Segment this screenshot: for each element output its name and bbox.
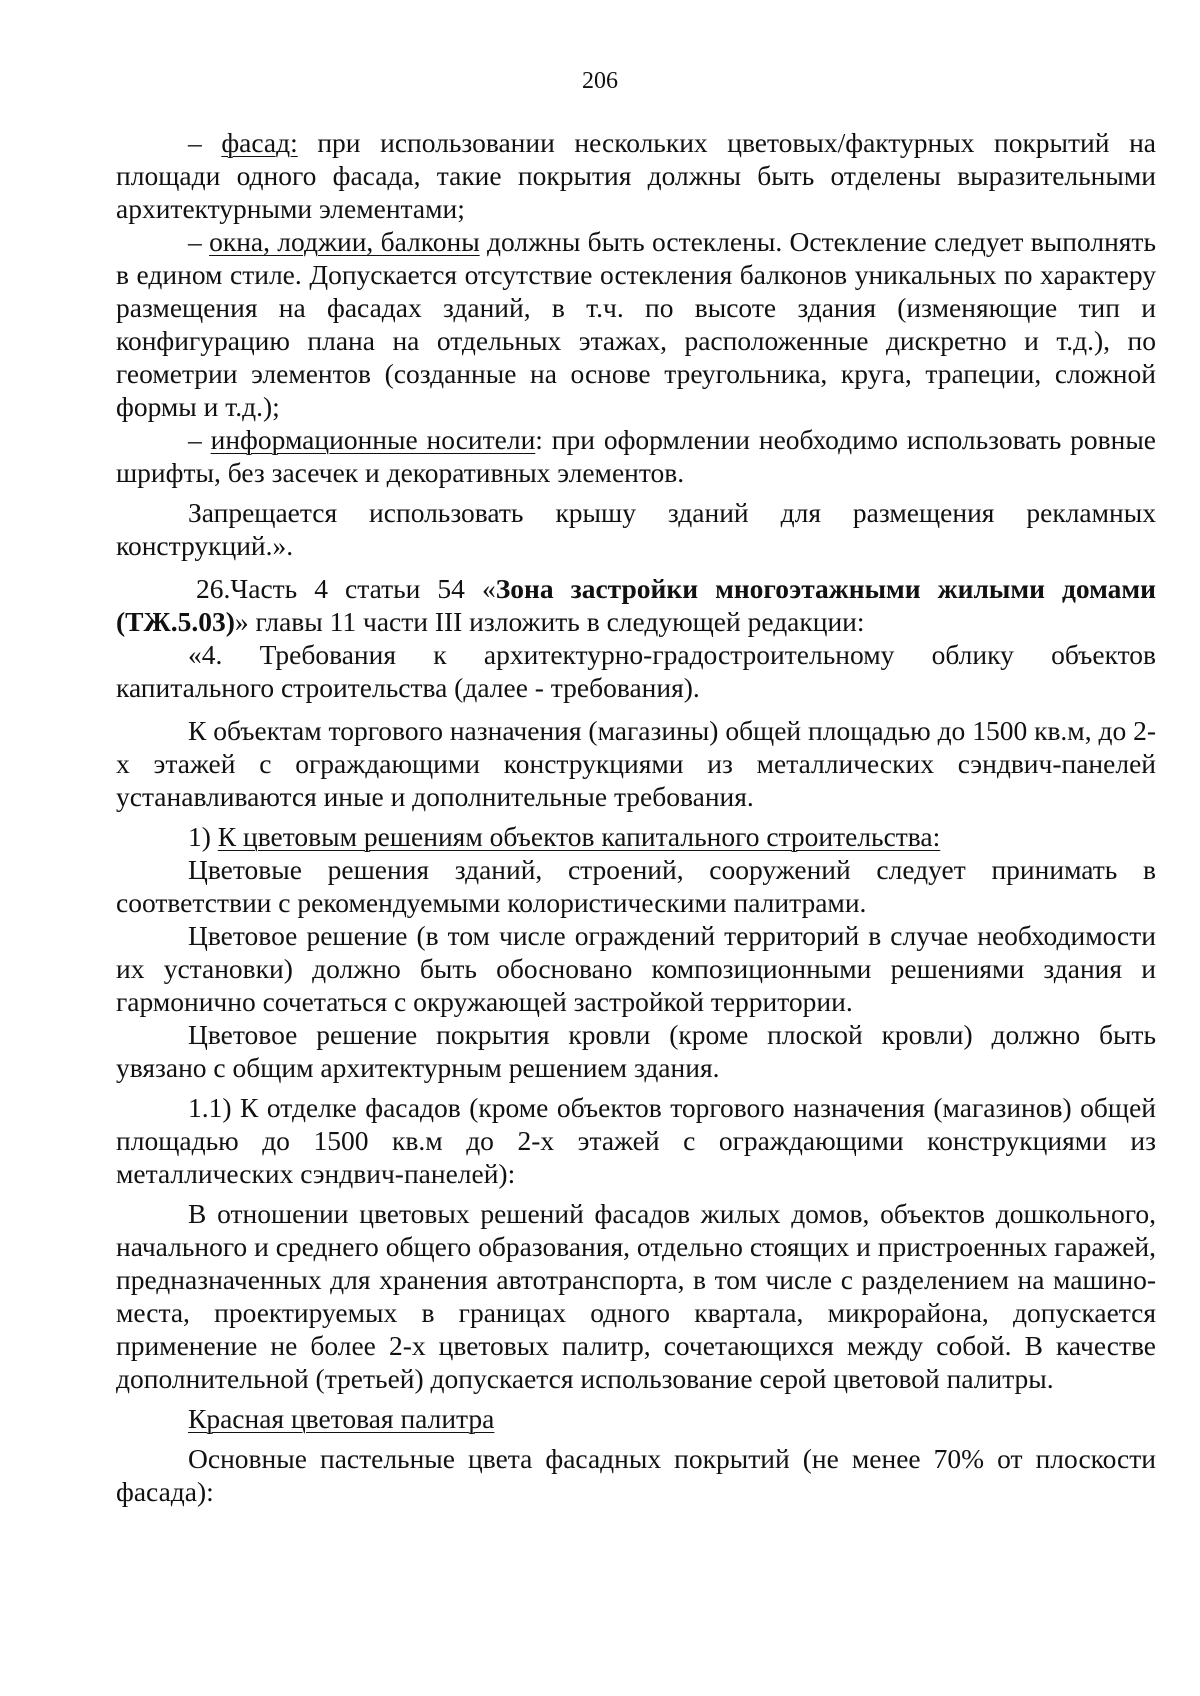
paragraph-trade-objects: К объектам торгового назначения (магазины) общей площадью до 1500 кв.м, до 2-х этажей с ограждающими конструкциями из металлических сэндвич-панелей устанавливаются иные и дополнительные требования. bbox=[116, 715, 1156, 812]
page-number: 206 bbox=[582, 68, 618, 94]
zone-name: Зона застройки многоэтажными жилыми домами (ТЖ.5.03) bbox=[116, 573, 1156, 637]
paragraph-color-solutions: Цветовые решения зданий, строений, сооружений следует принимать в соответствии с рекомендуемыми колористическими палитрами. bbox=[116, 854, 1156, 918]
paragraph-roof-ban: Запрещается использовать крышу зданий для размещения рекламных конструкций.». bbox=[116, 497, 1156, 561]
paragraph-section-1 bbox=[116, 820, 1156, 853]
item-26-prefix: 26.Часть 4 статьи 54 « bbox=[196, 573, 496, 604]
paragraph-palettes: В отношении цветовых решений фасадов жилых домов, объектов дошкольного, начального и среднего общего образования, отдельно стоящих и пристроенных гаражей, предназначенных для хранения автотранспорта, в том числе с разделением на машино-места, проектируемых в границах одного квартала, микрорайона, допускается применение не более 2-х цветовых палитр, сочетающихся между собой. В качестве дополнительной (третьей) допускается использование серой цветовой палитры. bbox=[116, 1198, 1156, 1394]
dash: – bbox=[188, 226, 210, 257]
section-number: 1) bbox=[188, 821, 218, 852]
paragraph-red-palette-heading bbox=[116, 1402, 1156, 1435]
dash: – bbox=[188, 127, 222, 158]
red-palette-heading: Красная цветовая палитра bbox=[188, 1403, 495, 1434]
paragraph-color-fences: Цветовое решение (в том числе ограждений территорий в случае необходимости их установки) должно быть обосновано композиционными решениями здания и гармонично сочетаться с окружающей застройкой территории. bbox=[116, 920, 1156, 1017]
paragraph-text: при использовании нескольких цветовых/фактурных покрытий на площади одного фасада, такие покрытия должны быть отделены выразительными архитектурными элементами; bbox=[116, 127, 1156, 224]
section-1-heading: К цветовым решениям объектов капитального строительства: bbox=[217, 821, 941, 852]
paragraph-text: : при оформлении необходимо использовать ровные шрифты, без засечек и декоративных элементов. bbox=[116, 424, 1157, 488]
paragraph-roof-color: Цветовое решение покрытия кровли (кроме плоской кровли) должно быть увязано с общим архитектурным решением здания. bbox=[116, 1019, 1156, 1083]
document-body bbox=[116, 126, 1156, 1508]
paragraph-info-carriers bbox=[116, 423, 1156, 489]
paragraph-base-colors: Основные пастельные цвета фасадных покрытий (не менее 70% от плоскости фасада): bbox=[116, 1443, 1156, 1507]
term-info-carriers: информационные носители bbox=[210, 424, 536, 455]
paragraph-item-26 bbox=[116, 572, 1156, 638]
term-windows: окна, лоджии, балконы bbox=[209, 226, 480, 257]
paragraph-requirements-title: «4. Требования к архитектурно-градостроительному облику объектов капитального строительства (далее - требования). bbox=[116, 639, 1156, 703]
paragraph-windows bbox=[116, 225, 1156, 423]
paragraph-facade bbox=[116, 126, 1156, 225]
paragraph-text: должны быть остеклены. Остекление следует выполнять в едином стиле. Допускается отсутствие остекления балконов уникальных по характеру размещения на фасадах зданий, в т.ч. по высоте здания (изменяющие тип и конфигурацию плана на отдельных этажах, расположенные дискретно и т.д.), по геометрии элементов (созданные на основе треугольника, круга, трапеции, сложной формы и т.д.); bbox=[116, 226, 1156, 422]
paragraph-section-1-1: 1.1) К отделке фасадов (кроме объектов торгового назначения (магазинов) общей площадью до 1500 кв.м до 2-х этажей с ограждающими конструкциями из металлических сэндвич-панелей): bbox=[116, 1092, 1156, 1189]
dash: – bbox=[188, 424, 211, 455]
item-26-suffix: » главы 11 части III изложить в следующей редакции: bbox=[234, 606, 865, 637]
term-facade: фасад: bbox=[221, 127, 298, 158]
